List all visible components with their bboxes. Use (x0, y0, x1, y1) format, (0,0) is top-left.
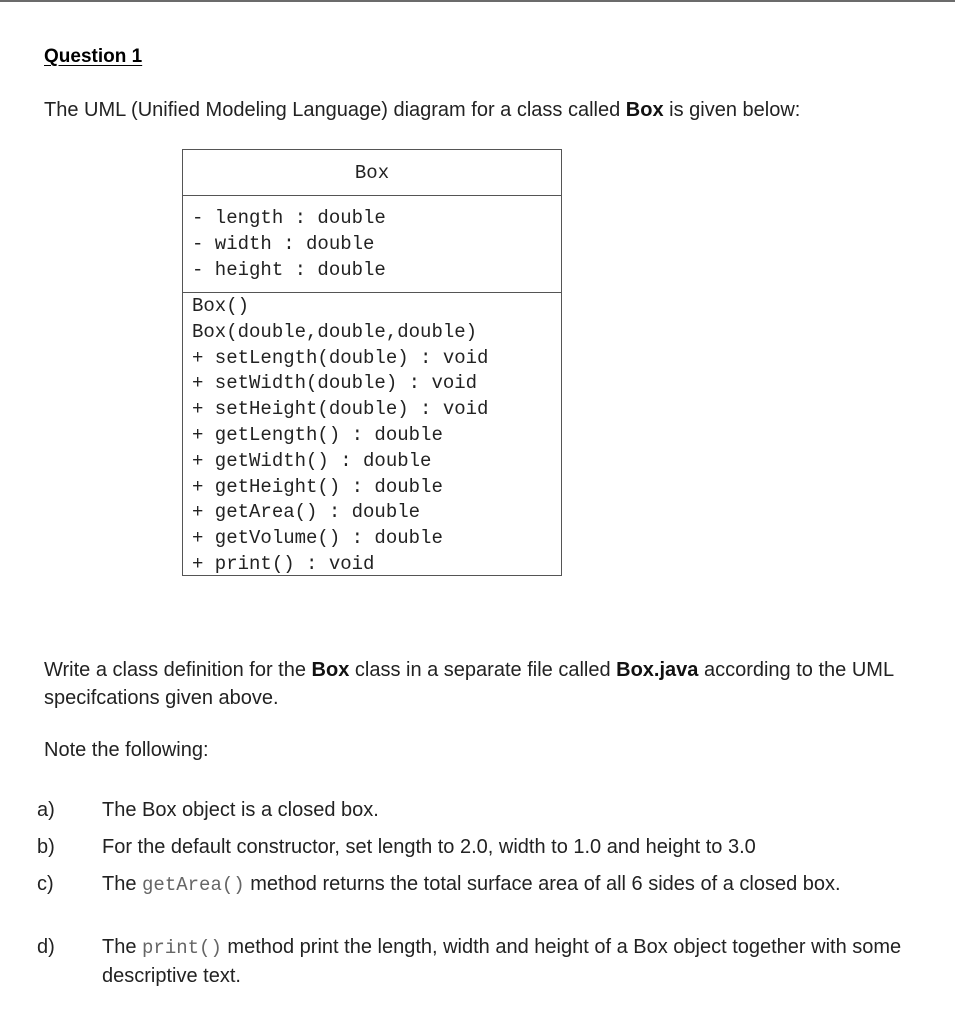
write-text-pre: Write a class definition for the (44, 659, 312, 681)
top-border (0, 0, 955, 2)
uml-attribute: - height : double (192, 259, 386, 281)
uml-method: + getVolume() : double (192, 527, 443, 550)
intro-text-pre: The UML (Unified Modeling Language) diagram for a class called (44, 99, 626, 121)
uml-class-name: Box (183, 150, 561, 196)
uml-method: + setLength(double) : void (192, 346, 489, 369)
intro-class-name: Box (625, 99, 664, 121)
question-heading: Question 1 (44, 46, 143, 67)
list-item-text-pre: The (102, 873, 143, 895)
list-item-text-post: method print the length, width and height of a Box object together with some descriptive text. (102, 936, 902, 987)
uml-method: + getLength() : double (192, 423, 443, 446)
uml-methods (183, 293, 561, 578)
list-marker: b) (37, 836, 55, 858)
uml-attribute: - length : double (192, 207, 386, 229)
note-heading: Note the following: (44, 739, 209, 761)
inline-code: getArea() (142, 874, 245, 896)
list-item-text (102, 933, 902, 990)
list-item-text: For the default constructor, set length to 2.0, width to 1.0 and height to 3.0 (102, 836, 756, 858)
uml-method: Box(double,double,double) (192, 320, 478, 343)
list-marker: d) (37, 936, 55, 958)
intro-paragraph (44, 96, 800, 124)
list-item-text: The Box object is a closed box. (102, 799, 379, 821)
uml-attribute: - width : double (192, 233, 375, 255)
write-file-name: Box.java (616, 659, 699, 681)
intro-text-post: is given below: (663, 99, 801, 121)
uml-method: + setWidth(double) : void (192, 372, 478, 395)
uml-method: + print() : void (192, 552, 375, 575)
uml-attributes (183, 196, 561, 293)
list-marker: a) (37, 799, 55, 821)
list-item-text-post: method returns the total surface area of all 6 sides of a closed box. (244, 873, 841, 895)
uml-method: + getArea() : double (192, 501, 421, 524)
inline-code: print() (142, 937, 222, 959)
write-class-name: Box (311, 659, 350, 681)
list-marker: c) (37, 873, 54, 895)
uml-method: + getHeight() : double (192, 475, 443, 498)
uml-method: Box() (192, 295, 250, 317)
write-text-mid: class in a separate file called (349, 659, 617, 681)
uml-method: + setHeight(double) : void (192, 398, 489, 421)
write-text-post: according to the UML specifcations given above. (44, 659, 894, 709)
instructions-paragraph (44, 656, 924, 712)
list-item-text-pre: The (102, 936, 143, 958)
uml-method: + getWidth() : double (192, 449, 432, 472)
list-item-text (102, 870, 902, 899)
uml-class-diagram (182, 149, 562, 576)
